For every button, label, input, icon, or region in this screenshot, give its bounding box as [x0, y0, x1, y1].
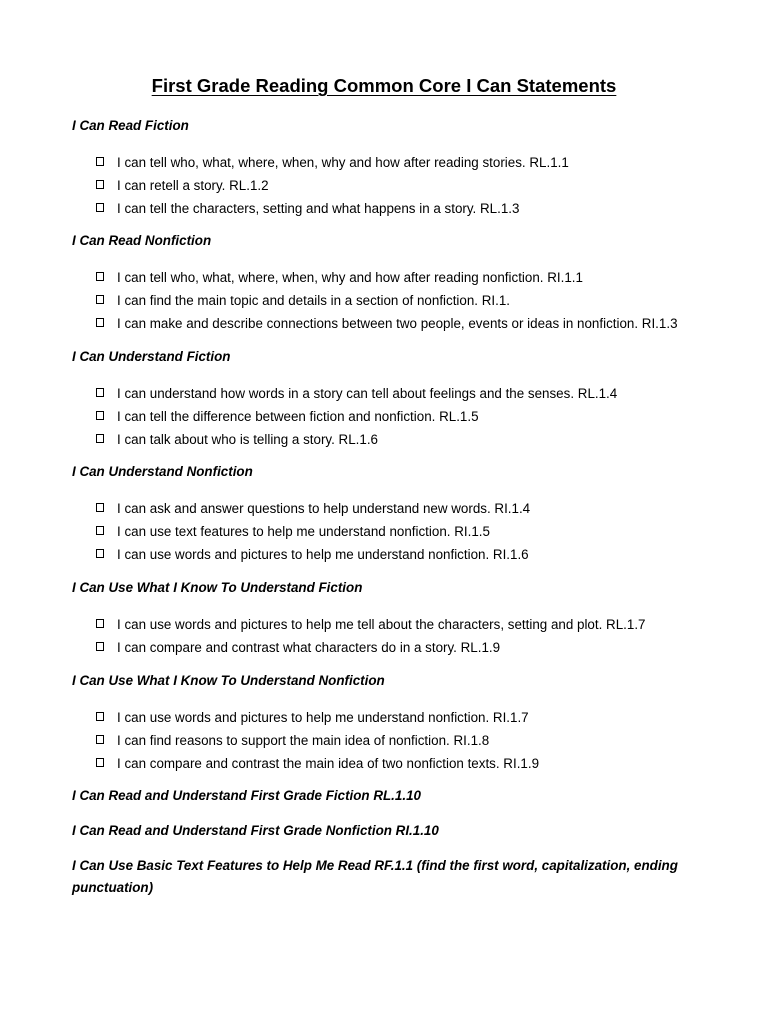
section-understand-nonfiction — [72, 462, 738, 566]
checklist — [72, 151, 738, 220]
item-text: I can use words and pictures to help me understand nonfiction. RI.1.6 — [117, 547, 529, 562]
section-understand-fiction — [72, 347, 738, 451]
checklist — [72, 497, 738, 566]
section-heading: I Can Read Fiction — [72, 118, 189, 133]
section-heading: I Can Understand Fiction — [72, 349, 231, 364]
item-text: I can tell who, what, where, when, why and how after reading nonfiction. RI.1.1 — [117, 270, 583, 285]
checkbox-icon[interactable] — [96, 619, 104, 628]
section-use-knowledge-nonfiction — [72, 671, 738, 775]
checkbox-icon[interactable] — [96, 388, 104, 397]
checklist — [72, 266, 738, 335]
section-read-fiction — [72, 116, 738, 220]
item-text: I can tell the difference between fiction and nonfiction. RL.1.5 — [117, 409, 479, 424]
standalone-fiction-statement — [72, 786, 738, 806]
checkbox-icon[interactable] — [96, 503, 104, 512]
checkbox-icon[interactable] — [96, 758, 104, 767]
section-heading: I Can Read and Understand First Grade Nonfiction RI.1.10 — [72, 823, 439, 838]
checklist-item — [72, 752, 738, 775]
checklist-item — [72, 405, 738, 428]
item-text: I can tell who, what, where, when, why and how after reading stories. RL.1.1 — [117, 155, 569, 170]
checklist-item — [72, 289, 738, 312]
checkbox-icon[interactable] — [96, 295, 104, 304]
checklist-item — [72, 497, 738, 520]
section-heading: I Can Understand Nonfiction — [72, 464, 253, 479]
checkbox-icon[interactable] — [96, 411, 104, 420]
checkbox-icon[interactable] — [96, 712, 104, 721]
item-text: I can use words and pictures to help me understand nonfiction. RI.1.7 — [117, 710, 529, 725]
checkbox-icon[interactable] — [96, 318, 104, 327]
checklist-item — [72, 382, 738, 405]
checkbox-icon[interactable] — [96, 526, 104, 535]
section-heading: I Can Read Nonfiction — [72, 233, 212, 248]
checklist-item — [72, 197, 738, 220]
checklist-item — [72, 729, 738, 752]
section-heading: I Can Read and Understand First Grade Fiction RL.1.10 — [72, 788, 421, 803]
checkbox-icon[interactable] — [96, 157, 104, 166]
checklist — [72, 613, 738, 659]
item-text: I can compare and contrast what characters do in a story. RL.1.9 — [117, 640, 501, 655]
item-text: I can make and describe connections between two people, events or ideas in nonfiction. RI.1.3 — [117, 316, 678, 331]
checklist-item — [72, 636, 738, 659]
checkbox-icon[interactable] — [96, 272, 104, 281]
checklist-item — [72, 428, 738, 451]
checkbox-icon[interactable] — [96, 549, 104, 558]
checklist — [72, 706, 738, 775]
checklist-item — [72, 520, 738, 543]
standalone-text-features-statement — [72, 855, 698, 899]
item-text: I can retell a story. RL.1.2 — [117, 178, 269, 193]
section-use-knowledge-fiction — [72, 578, 738, 659]
checkbox-icon[interactable] — [96, 642, 104, 651]
checklist-item — [72, 613, 738, 636]
section-heading: I Can Use What I Know To Understand Nonfiction — [72, 673, 385, 688]
checklist-item — [72, 174, 738, 197]
standalone-nonfiction-statement — [72, 821, 738, 841]
checklist — [72, 382, 738, 451]
item-text: I can tell the characters, setting and what happens in a story. RL.1.3 — [117, 201, 520, 216]
item-text: I can use words and pictures to help me tell about the characters, setting and plot. RL.1.7 — [117, 617, 646, 632]
checklist-item — [72, 312, 738, 335]
checkbox-icon[interactable] — [96, 203, 104, 212]
page-title: First Grade Reading Common Core I Can Statements — [151, 75, 617, 96]
section-heading: I Can Use Basic Text Features to Help Me Read RF.1.1 (find the first word, capitalization, ending punctuation) — [72, 858, 678, 895]
item-text: I can ask and answer questions to help understand new words. RI.1.4 — [117, 501, 531, 516]
checklist-item — [72, 543, 738, 566]
item-text: I can find reasons to support the main idea of nonfiction. RI.1.8 — [117, 733, 490, 748]
checkbox-icon[interactable] — [96, 735, 104, 744]
checkbox-icon[interactable] — [96, 434, 104, 443]
item-text: I can use text features to help me understand nonfiction. RI.1.5 — [117, 524, 490, 539]
item-text: I can find the main topic and details in a section of nonfiction. RI.1. — [117, 293, 511, 308]
checklist-item — [72, 706, 738, 729]
checkbox-icon[interactable] — [96, 180, 104, 189]
section-read-nonfiction — [72, 231, 738, 335]
section-heading: I Can Use What I Know To Understand Fiction — [72, 580, 363, 595]
item-text: I can compare and contrast the main idea of two nonfiction texts. RI.1.9 — [117, 756, 540, 771]
item-text: I can understand how words in a story can tell about feelings and the senses. RL.1.4 — [117, 386, 618, 401]
item-text: I can talk about who is telling a story. RL.1.6 — [117, 432, 379, 447]
checklist-item — [72, 151, 738, 174]
checklist-item — [72, 266, 738, 289]
